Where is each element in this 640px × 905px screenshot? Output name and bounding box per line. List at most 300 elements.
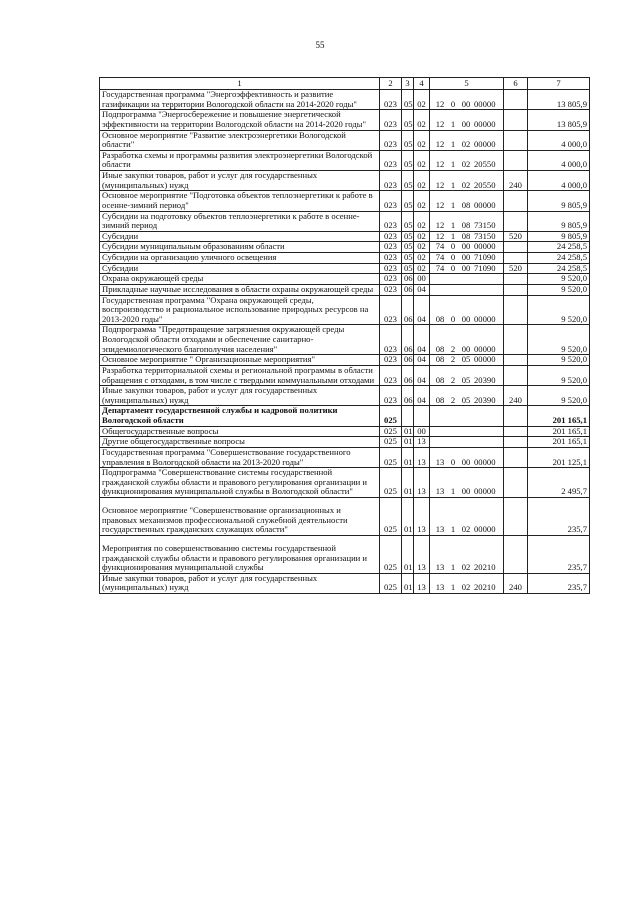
row-section-code: 05 [402,231,414,242]
budget-table [99,77,590,594]
row-name: Разработка территориальной схемы и региональной программы в области обращения с отходами, в том числе с твердыми коммунальными отходами [100,365,380,385]
target-code-part: 1 [450,582,456,593]
target-code-part: 12 [435,118,445,129]
row-amount: 4 000,0 [528,130,590,150]
row-target-code [430,365,504,385]
target-code-part: 00 [461,98,471,109]
row-admin-code: 023 [380,150,402,170]
row-target-code [430,437,504,448]
row-amount: 24 258,5 [528,242,590,253]
row-target-code [430,211,504,231]
target-code-part: 1 [450,486,456,497]
row-section-code: 01 [402,437,414,448]
row-admin-code: 025 [380,573,402,593]
row-admin-code: 025 [380,535,402,573]
row-expense-type [504,191,528,211]
target-code-part: 71090 [474,263,496,273]
row-target-code [430,171,504,191]
target-code-part: 1 [450,524,456,535]
row-name: Иные закупки товаров, работ и услуг для государственных (муниципальных) нужд [100,171,380,191]
row-name: Другие общегосударственные вопросы [100,437,380,448]
header-cell: 1 [100,78,380,90]
row-target-code [430,468,504,498]
row-name: Основное мероприятие "Совершенствование организационных и правовых механизмов профессиональной служебной деятельности государственных гражданских служащих области" [100,498,380,536]
row-admin-code: 025 [380,498,402,536]
row-admin-code: 023 [380,110,402,130]
row-subsection-code: 02 [414,150,430,170]
row-expense-type [504,325,528,355]
row-expense-type [504,437,528,448]
row-section-code: 05 [402,150,414,170]
row-subsection-code: 04 [414,325,430,355]
target-code-part: 08 [461,199,471,210]
table-row [100,284,590,295]
row-section-code: 05 [402,110,414,130]
target-code-part: 13 [435,524,445,535]
row-section-code: 01 [402,468,414,498]
row-admin-code: 023 [380,386,402,406]
target-code-part: 05 [461,394,471,405]
target-code-part: 05 [461,354,471,365]
row-expense-type [504,498,528,536]
target-code-part: 1 [450,118,456,129]
table-row [100,447,590,467]
page-number: 55 [315,40,325,50]
target-code-part: 00 [461,241,471,252]
row-target-code [430,284,504,295]
row-amount: 9 520,0 [528,365,590,385]
target-code-part: 00000 [474,139,496,150]
table-row [100,110,590,130]
row-expense-type [504,130,528,150]
target-code-part: 71090 [474,252,496,262]
row-subsection-code: 02 [414,171,430,191]
row-target-code [430,110,504,130]
target-code-part: 12 [435,199,445,210]
table-row [100,426,590,437]
target-code-part: 20550 [474,179,496,190]
row-target-code [430,355,504,366]
row-admin-code: 023 [380,171,402,191]
row-target-code [430,130,504,150]
row-expense-type [504,426,528,437]
row-target-code [430,386,504,406]
target-code-part: 08 [461,231,471,241]
row-subsection-code: 13 [414,437,430,448]
table-row [100,573,590,593]
row-target-code [430,242,504,253]
row-subsection-code: 02 [414,130,430,150]
row-section-code: 06 [402,274,414,285]
target-code-part: 20390 [474,374,496,385]
target-code-part: 13 [435,562,445,573]
row-subsection-code: 02 [414,211,430,231]
row-target-code [430,447,504,467]
row-name: Иные закупки товаров, работ и услуг для государственных (муниципальных) нужд [100,573,380,593]
row-subsection-code: 00 [414,426,430,437]
target-code-part: 2 [450,343,456,354]
row-name: Мероприятия по совершенствованию системы государственной гражданской службы области и правового регулирования организации и функционирования муниципальной службы [100,535,380,573]
row-expense-type [504,284,528,295]
row-target-code [430,426,504,437]
row-expense-type [504,90,528,110]
target-code-part: 2 [450,374,456,385]
target-code-part: 08 [435,394,445,405]
target-code-part: 00000 [474,486,496,497]
row-name: Основное мероприятие "Развитие электроэнергетики Вологодской области" [100,130,380,150]
row-target-code [430,406,504,426]
target-code-part: 00000 [474,199,496,210]
row-target-code [430,573,504,593]
target-code-part: 1 [450,139,456,150]
row-subsection-code: 13 [414,573,430,593]
target-code-part: 0 [450,313,456,324]
row-name: Охрана окружающей среды [100,274,380,285]
target-code-part: 12 [435,179,445,190]
row-target-code [430,498,504,536]
row-target-code [430,231,504,242]
row-admin-code: 023 [380,365,402,385]
row-amount: 24 258,5 [528,253,590,264]
target-code-part: 02 [461,139,471,150]
target-code-part: 00 [461,252,471,262]
target-code-part: 13 [435,456,445,467]
row-subsection-code: 04 [414,386,430,406]
row-admin-code: 023 [380,263,402,274]
target-code-part: 00 [461,118,471,129]
target-code-part: 20210 [474,582,496,593]
row-section-code: 01 [402,426,414,437]
row-admin-code: 023 [380,242,402,253]
target-code-part: 00 [461,486,471,497]
header-cell: 7 [528,78,590,90]
row-section-code: 06 [402,295,414,325]
target-code-part: 1 [450,179,456,190]
row-expense-type: 520 [504,231,528,242]
row-expense-type [504,355,528,366]
table-row [100,211,590,231]
row-subsection-code: 00 [414,274,430,285]
target-code-part: 00000 [474,118,496,129]
table-row [100,386,590,406]
row-expense-type [504,447,528,467]
row-expense-type [504,535,528,573]
row-amount: 201 125,1 [528,447,590,467]
row-name: Департамент государственной службы и кадровой политики Вологодской области [100,406,380,426]
target-code-part: 12 [435,159,445,170]
row-amount: 235,7 [528,573,590,593]
row-amount: 4 000,0 [528,150,590,170]
table-row [100,295,590,325]
row-section-code: 05 [402,90,414,110]
row-section-code: 01 [402,573,414,593]
target-code-part: 0 [450,456,456,467]
target-code-part: 20390 [474,394,496,405]
row-name: Субсидии на подготовку объектов теплоэнергетики к работе в осенне-зимний период [100,211,380,231]
row-target-code [430,325,504,355]
row-name: Субсидии на организацию уличного освещения [100,253,380,264]
target-code-part: 1 [450,562,456,573]
row-admin-code: 023 [380,191,402,211]
row-subsection-code: 02 [414,110,430,130]
target-code-part: 00000 [474,456,496,467]
target-code-part: 20210 [474,562,496,573]
row-target-code [430,253,504,264]
target-code-part: 02 [461,159,471,170]
table-row [100,242,590,253]
table-row [100,406,590,426]
table-row [100,437,590,448]
target-code-part: 08 [461,220,471,231]
row-name: Прикладные научные исследования в области охраны окружающей среды [100,284,380,295]
header-cell: 6 [504,78,528,90]
row-admin-code: 023 [380,211,402,231]
row-section-code: 06 [402,386,414,406]
row-subsection-code: 02 [414,231,430,242]
row-subsection-code: 02 [414,242,430,253]
row-amount: 9 520,0 [528,325,590,355]
target-code-part: 12 [435,231,445,241]
row-name: Подпрограмма "Предотвращение загрязнения окружающей среды Вологодской области отходами и обеспечение санитарно-эпидемиологического благополучия населения" [100,325,380,355]
row-subsection-code: 04 [414,355,430,366]
row-name: Подпрограмма "Совершенствование системы государственной гражданской службы области и правового регулирования организации и функционирования муниципальной службы в Вологодской области" [100,468,380,498]
target-code-part: 20550 [474,159,496,170]
target-code-part: 00 [461,313,471,324]
target-code-part: 02 [461,562,471,573]
row-target-code [430,90,504,110]
row-subsection-code: 02 [414,191,430,211]
row-amount: 235,7 [528,498,590,536]
table-row [100,535,590,573]
row-admin-code: 023 [380,231,402,242]
target-code-part: 74 [435,241,445,252]
row-subsection-code [414,406,430,426]
target-code-part: 73150 [474,231,496,241]
table-row [100,263,590,274]
target-code-part: 08 [435,354,445,365]
target-code-part: 12 [435,220,445,231]
row-amount: 4 000,0 [528,171,590,191]
target-code-part: 00 [461,343,471,354]
row-admin-code: 025 [380,437,402,448]
target-code-part: 74 [435,263,445,273]
target-code-part: 2 [450,354,456,365]
row-target-code [430,535,504,573]
row-section-code: 05 [402,242,414,253]
target-code-part: 1 [450,199,456,210]
target-code-part: 00000 [474,241,496,252]
target-code-part: 00000 [474,524,496,535]
target-code-part: 00000 [474,313,496,324]
row-section-code: 05 [402,211,414,231]
row-target-code [430,150,504,170]
table-row [100,355,590,366]
row-admin-code: 023 [380,274,402,285]
header-cell: 2 [380,78,402,90]
row-subsection-code: 13 [414,468,430,498]
row-section-code: 05 [402,130,414,150]
row-expense-type: 240 [504,171,528,191]
row-name: Основное мероприятие " Организационные мероприятия" [100,355,380,366]
row-name: Иные закупки товаров, работ и услуг для государственных (муниципальных) нужд [100,386,380,406]
row-admin-code: 025 [380,468,402,498]
row-admin-code: 023 [380,90,402,110]
row-name: Государственная программа "Энергоэффективность и развитие газификации на территории Вологодской области на 2014-2020 годы" [100,90,380,110]
target-code-part: 1 [450,220,456,231]
header-cell: 4 [414,78,430,90]
row-admin-code: 023 [380,253,402,264]
target-code-part: 00 [461,263,471,273]
row-name: Субсидии [100,231,380,242]
row-section-code: 06 [402,365,414,385]
target-code-part: 12 [435,139,445,150]
row-admin-code: 023 [380,130,402,150]
row-amount: 13 805,9 [528,90,590,110]
row-section-code: 01 [402,498,414,536]
row-expense-type [504,274,528,285]
row-admin-code: 025 [380,447,402,467]
row-subsection-code: 04 [414,365,430,385]
table-row [100,325,590,355]
table-row [100,130,590,150]
target-code-part: 05 [461,374,471,385]
row-amount: 9 805,9 [528,211,590,231]
target-code-part: 02 [461,179,471,190]
row-subsection-code: 13 [414,498,430,536]
row-subsection-code: 02 [414,263,430,274]
row-amount: 201 165,1 [528,437,590,448]
row-amount: 9 520,0 [528,386,590,406]
table-header-row [100,78,590,90]
table-row [100,498,590,536]
row-expense-type: 240 [504,386,528,406]
row-subsection-code: 13 [414,535,430,573]
row-name: Субсидии муниципальным образованиям области [100,242,380,253]
target-code-part: 02 [461,582,471,593]
target-code-part: 00000 [474,354,496,365]
row-name: Государственная программа "Охрана окружающей среды, воспроизводство и рациональное использование природных ресурсов на 2013-2020 годы" [100,295,380,325]
row-amount: 235,7 [528,535,590,573]
row-admin-code: 023 [380,325,402,355]
row-subsection-code: 02 [414,253,430,264]
target-code-part: 13 [435,582,445,593]
target-code-part: 00000 [474,98,496,109]
row-subsection-code: 04 [414,295,430,325]
row-admin-code: 023 [380,355,402,366]
row-section-code: 06 [402,284,414,295]
row-expense-type [504,211,528,231]
row-admin-code: 023 [380,295,402,325]
target-code-part: 02 [461,524,471,535]
table-row [100,468,590,498]
table-row [100,150,590,170]
row-target-code [430,263,504,274]
table-row [100,231,590,242]
target-code-part: 08 [435,313,445,324]
header-cell: 3 [402,78,414,90]
target-code-part: 0 [450,241,456,252]
table-row [100,171,590,191]
target-code-part: 12 [435,98,445,109]
row-subsection-code: 02 [414,90,430,110]
table-row [100,191,590,211]
row-name: Разработка схемы и программы развития электроэнергетики Вологодской области [100,150,380,170]
row-amount: 9 520,0 [528,274,590,285]
row-section-code [402,406,414,426]
row-section-code: 06 [402,355,414,366]
row-admin-code: 025 [380,406,402,426]
target-code-part: 74 [435,252,445,262]
row-expense-type [504,295,528,325]
row-section-code: 05 [402,191,414,211]
row-expense-type [504,468,528,498]
target-code-part: 73150 [474,220,496,231]
row-section-code: 06 [402,325,414,355]
row-name: Подпрограмма "Энергосбережение и повышение энергетической эффективности на территории Вологодской области на 2014-2020 годы" [100,110,380,130]
row-section-code: 01 [402,447,414,467]
row-amount: 13 805,9 [528,110,590,130]
table-row [100,90,590,110]
row-expense-type [504,406,528,426]
row-name: Основное мероприятие "Подготовка объектов теплоэнергетики к работе в осенне-зимний период" [100,191,380,211]
row-expense-type [504,253,528,264]
row-amount: 201 165,1 [528,426,590,437]
row-expense-type: 520 [504,263,528,274]
row-target-code [430,274,504,285]
target-code-part: 08 [435,343,445,354]
target-code-part: 00 [461,456,471,467]
row-amount: 9 805,9 [528,231,590,242]
row-subsection-code: 04 [414,284,430,295]
row-amount: 2 495,7 [528,468,590,498]
header-cell: 5 [430,78,504,90]
row-amount: 9 520,0 [528,284,590,295]
row-admin-code: 023 [380,284,402,295]
table-row [100,365,590,385]
row-amount: 24 258,5 [528,263,590,274]
row-expense-type [504,365,528,385]
target-code-part: 00000 [474,343,496,354]
row-amount: 201 165,1 [528,406,590,426]
row-expense-type: 240 [504,573,528,593]
row-section-code: 05 [402,171,414,191]
row-name: Государственная программа "Совершенствование государственного управления в Вологодской области на 2013-2020 годы" [100,447,380,467]
table-row [100,253,590,264]
row-amount: 9 805,9 [528,191,590,211]
row-amount: 9 520,0 [528,295,590,325]
row-section-code: 05 [402,263,414,274]
target-code-part: 1 [450,231,456,241]
row-subsection-code: 13 [414,447,430,467]
table-row [100,274,590,285]
row-expense-type [504,110,528,130]
row-expense-type [504,242,528,253]
row-admin-code: 025 [380,426,402,437]
row-name: Общегосударственные вопросы [100,426,380,437]
target-code-part: 0 [450,263,456,273]
row-section-code: 01 [402,535,414,573]
row-target-code [430,295,504,325]
row-section-code: 05 [402,253,414,264]
target-code-part: 0 [450,98,456,109]
target-code-part: 13 [435,486,445,497]
row-amount: 9 520,0 [528,355,590,366]
target-code-part: 2 [450,394,456,405]
row-target-code [430,191,504,211]
row-expense-type [504,150,528,170]
row-name: Субсидии [100,263,380,274]
target-code-part: 1 [450,159,456,170]
